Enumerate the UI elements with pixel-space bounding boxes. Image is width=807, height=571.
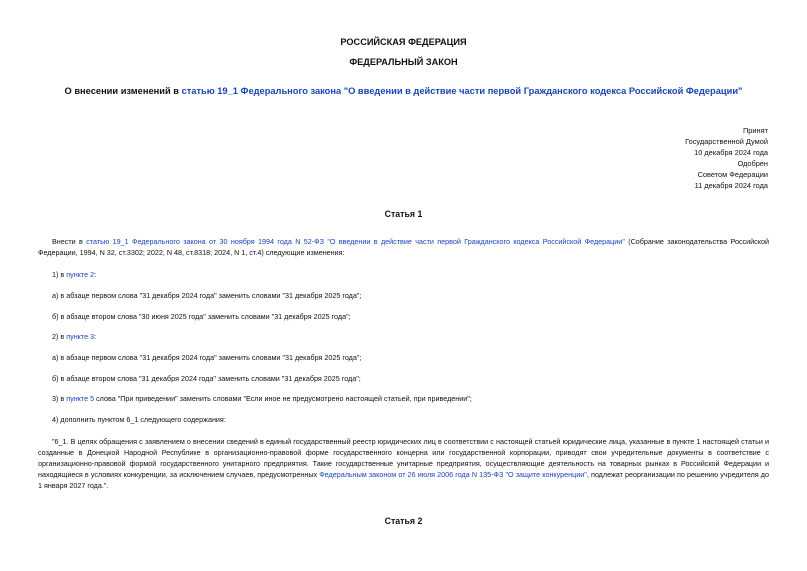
adoption-line-5: Советом Федерации — [697, 170, 768, 179]
item-2 — [52, 332, 96, 341]
item-2a: а) в абзаце первом слова "31 декабря 2024 года" заменить словами "31 декабря 2025 года"; — [52, 353, 362, 362]
doc-type-heading: ФЕДЕРАЛЬНЫЙ ЗАКОН — [349, 57, 458, 67]
item-3-link[interactable]: пункте 5 — [66, 394, 95, 403]
law-title-prefix: О внесении изменений в — [64, 86, 182, 96]
item-4: 4) дополнить пунктом 6_1 следующего содержания: — [52, 415, 226, 424]
item-1-prefix: 1) в — [52, 270, 67, 279]
intro-suffix: (Собрание законодательства Российской Федерации, 1994, N 32, ст.3302; 2022, N 48, ст.8318; 2024, N 1, ст.4) следующие изменения: — [38, 237, 769, 257]
intro-prefix: Внести в — [52, 237, 87, 246]
country-heading: РОССИЙСКАЯ ФЕДЕРАЦИЯ — [340, 37, 467, 47]
item-1a: а) в абзаце первом слова "31 декабря 2024 года" заменить словами "31 декабря 2025 года"; — [52, 291, 362, 300]
item-3-suffix: слова "При приведении" заменить словами "Если иное не предусмотрено настоящей статьей, при приведении"; — [94, 394, 472, 403]
adoption-line-6: 11 декабря 2024 года — [694, 181, 768, 190]
law-title-link[interactable]: статью 19_1 Федерального закона "О введении в действие части первой Гражданского кодекса Российской Федерации" — [181, 86, 743, 96]
article-1-heading: Статья 1 — [384, 209, 423, 219]
competition-law-link[interactable]: Федеральным законом от 26 июля 2006 года N 135-ФЗ "О защите конкуренции" — [319, 470, 587, 479]
item-1 — [52, 270, 96, 279]
adoption-line-3: 10 декабря 2024 года — [694, 148, 768, 157]
item-1b: б) в абзаце втором слова "30 июня 2025 года" заменить словами "31 декабря 2025 года"; — [52, 312, 351, 321]
item-1-suffix: : — [94, 270, 97, 279]
quote-prefix: "6_1. В целях обращения с заявлением о внесении сведений в единый государственный реестр юридических лиц в соответствии с настоящей статьей юридические лица, указанные в пункте 1 настоящей статьи и созданные в Донецкой Народной Республике в организационно-правовой форме государственного концерна или государственной корпорации, приводят свои учредительные документы в соответствие с организационно-правовой формой государственного унитарного предприятия. Такие государственные унитарные предприятия, осуществляющие деятельность на товарных рынках в Российской Федерации и находящиеся в условиях конкуренции, за исключением случаев, предусмотренных — [38, 437, 769, 479]
intro-law-link[interactable]: статью 19_1 Федерального закона от 30 ноября 1994 года N 52-ФЗ "О введении в действие части первой Гражданского кодекса Российской Федерации" — [86, 237, 625, 246]
adoption-line-2: Государственной Думой — [685, 137, 768, 146]
item-3 — [52, 394, 472, 403]
item-1-link[interactable]: пункте 2 — [66, 270, 95, 279]
item-2-suffix: : — [94, 332, 97, 341]
article-2-heading: Статья 2 — [384, 516, 423, 526]
quote-suffix: , подлежат реорганизации по решению учредителя до 1 января 2027 года.". — [38, 470, 770, 490]
law-title — [0, 86, 807, 96]
item-2-prefix: 2) в — [52, 332, 67, 341]
adoption-line-1: Принят — [742, 126, 768, 135]
item-2b: б) в абзаце втором слова "31 декабря 2024 года" заменить словами "31 декабря 2025 года"; — [52, 374, 361, 383]
adoption-line-4: Одобрен — [737, 159, 768, 168]
item-4-quote — [38, 436, 769, 491]
item-2-link[interactable]: пункте 3 — [66, 332, 95, 341]
item-3-prefix: 3) в — [52, 394, 67, 403]
article-1-intro — [38, 236, 769, 258]
adoption-block — [685, 125, 768, 191]
